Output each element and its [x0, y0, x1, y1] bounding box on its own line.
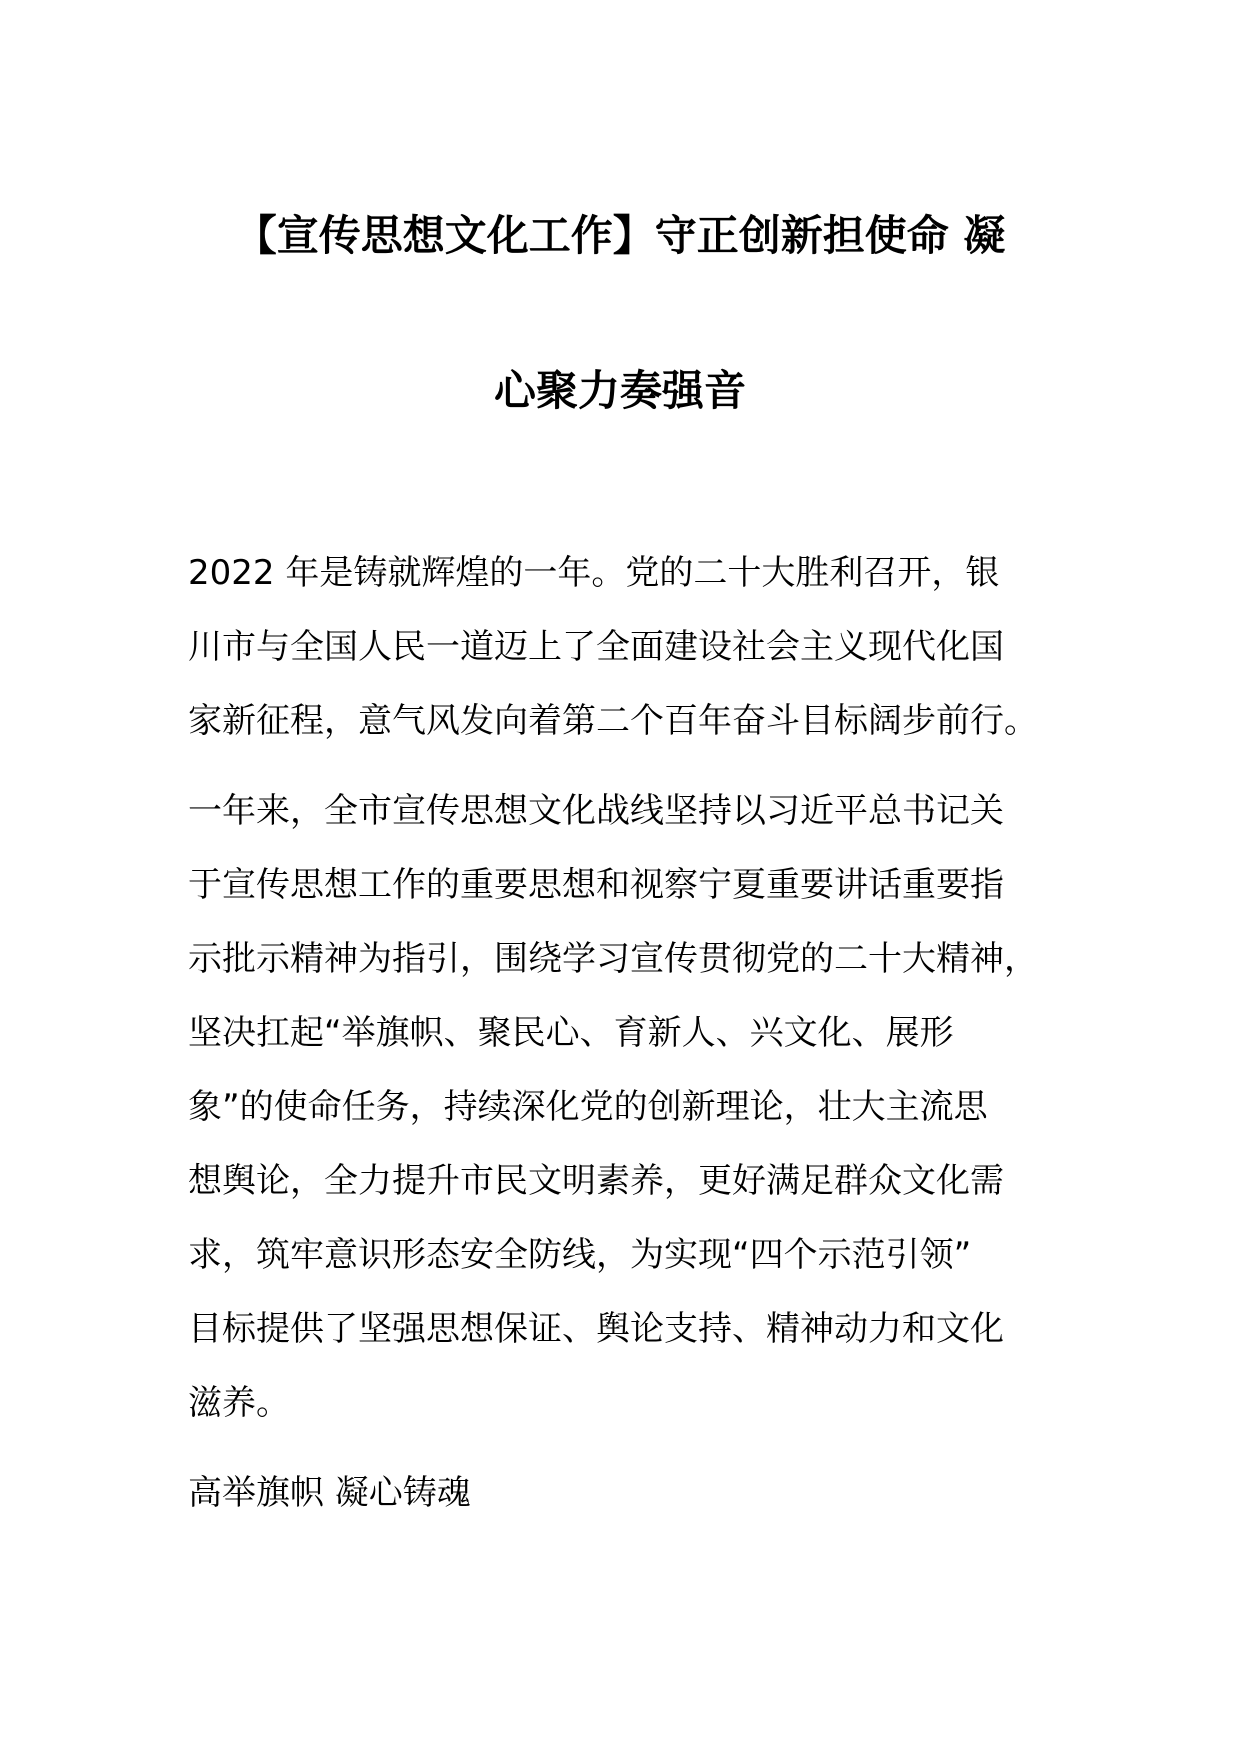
paragraph-line: 目标提供了坚强思想保证、舆论支持、精神动力和文化	[188, 1309, 1004, 1349]
paragraph-line: 象”的使命任务，持续深化党的创新理论，壮大主流思	[188, 1087, 988, 1127]
paragraph-line: 于宣传思想工作的重要思想和视察宁夏重要讲话重要指	[188, 865, 1004, 905]
paragraph-line: 家新征程，意气风发向着第二个百年奋斗目标阔步前行。	[188, 701, 1038, 741]
paragraph-line: 川市与全国人民一道迈上了全面建设社会主义现代化国	[188, 627, 1004, 667]
paragraph-intro	[188, 536, 1148, 758]
paragraph-line: 一年来，全市宣传思想文化战线坚持以习近平总书记关	[188, 791, 1004, 831]
paragraph-line: 坚决扛起“举旗帜、聚民心、育新人、兴文化、展形	[188, 1013, 954, 1053]
paragraph-summary	[188, 774, 1148, 1440]
document-title-line-2: 心聚力奏强音	[493, 366, 746, 415]
paragraph-line: 2022 年是铸就辉煌的一年。党的二十大胜利召开，银	[188, 553, 1000, 593]
paragraph-line: 想舆论，全力提升市民文明素养，更好满足群众文化需	[188, 1161, 1004, 1201]
paragraph-line: 求，筑牢意识形态安全防线，为实现“四个示范引领”	[188, 1235, 972, 1275]
paragraph-line: 滋养。	[188, 1383, 290, 1423]
paragraph-line: 示批示精神为指引，围绕学习宣传贯彻党的二十大精神，	[188, 939, 1038, 979]
document-title-line-1: 【宣传思想文化工作】守正创新担使命 凝	[234, 211, 1006, 260]
section-heading: 高举旗帜 凝心铸魂	[188, 1473, 471, 1513]
